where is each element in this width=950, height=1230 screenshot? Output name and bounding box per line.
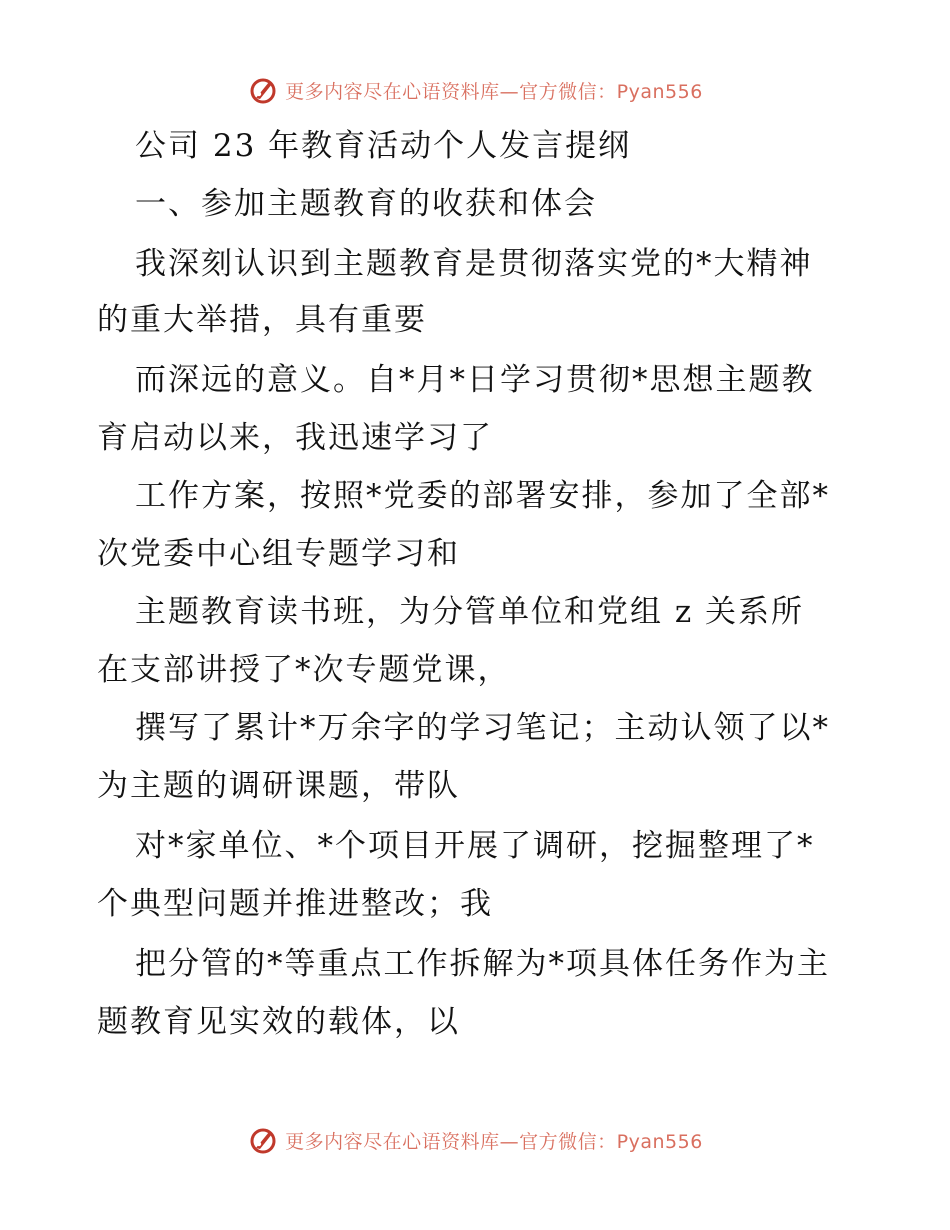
footer-watermark-banner: [0, 1120, 950, 1160]
header-watermark-text: 更多内容尽在心语资料库—官方微信：Pyan556: [285, 80, 703, 103]
paragraph-line: 的重大举措，具有重要: [97, 302, 427, 338]
paragraph-line: 题教育见实效的载体，以: [97, 1004, 460, 1040]
paragraph-line: 我深刻认识到主题教育是贯彻落实党的*大精神: [135, 246, 813, 282]
quill-logo-icon: [247, 1124, 279, 1156]
paragraph-line: 而深远的意义。自*月*日学习贯彻*思想主题教: [135, 362, 815, 398]
paragraph-line: 次党委中心组专题学习和: [97, 536, 460, 572]
paragraph-line: 为主题的调研课题，带队: [97, 768, 460, 804]
footer-watermark-text: 更多内容尽在心语资料库—官方微信：Pyan556: [285, 1130, 703, 1153]
paragraph-line: 育启动以来，我迅速学习了: [97, 420, 493, 456]
paragraph-line: 把分管的*等重点工作拆解为*项具体任务作为主: [135, 946, 830, 982]
header-watermark-banner: [0, 70, 950, 110]
paragraph-line: 工作方案，按照*党委的部署安排，参加了全部*: [135, 478, 830, 514]
paragraph-line: 在支部讲授了*次专题党课，: [97, 652, 511, 688]
paragraph-line: 对*家单位、*个项目开展了调研，挖掘整理了*: [135, 828, 815, 864]
quill-logo-icon: [247, 74, 279, 106]
paragraph-line: 个典型问题并推进整改；我: [97, 886, 493, 922]
document-title: 公司 23 年教育活动个人发言提纲: [135, 128, 632, 164]
section-heading: 一、参加主题教育的收获和体会: [135, 186, 597, 222]
paragraph-line: 主题教育读书班，为分管单位和党组 z 关系所: [135, 594, 805, 630]
paragraph-line: 撰写了累计*万余字的学习笔记；主动认领了以*: [135, 710, 830, 746]
